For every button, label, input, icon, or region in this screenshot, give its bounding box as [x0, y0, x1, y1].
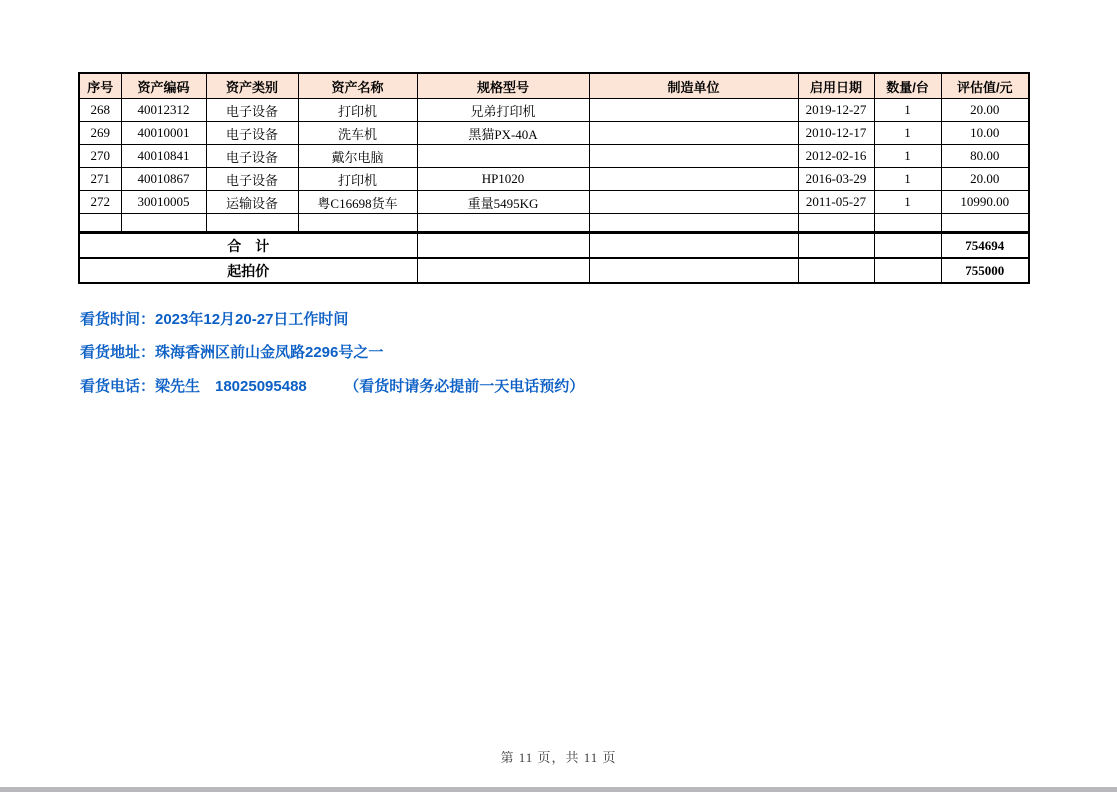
table-cell: [874, 233, 941, 259]
table-cell: 1: [874, 122, 941, 145]
table-row: [79, 168, 1029, 191]
table-cell: 兄弟打印机: [417, 99, 589, 122]
table-cell: [79, 214, 121, 233]
table-cell: 2011-05-27: [798, 191, 874, 214]
viewing-time-line: 看货时间：2023年12月20-27日工作时间: [80, 311, 349, 328]
table-cell: 打印机: [298, 99, 417, 122]
table-cell: 黑猫PX-40A: [417, 122, 589, 145]
table-cell: 2012-02-16: [798, 145, 874, 168]
table-cell: [589, 191, 798, 214]
table-cell: [206, 214, 298, 233]
table-cell: 2019-12-27: [798, 99, 874, 122]
table-row: [79, 122, 1029, 145]
table-cell: 粤C16698货车: [298, 191, 417, 214]
header-cell-asset-code: 资产编码: [121, 73, 206, 99]
page-bottom-edge: [0, 787, 1117, 792]
start-price-label: 起拍价: [79, 258, 417, 283]
table-cell: [798, 214, 874, 233]
page-number-footer: 第 11 页，共 11 页: [500, 750, 617, 765]
table-cell: 电子设备: [206, 168, 298, 191]
table-cell: 40010867: [121, 168, 206, 191]
table-cell: 电子设备: [206, 145, 298, 168]
table-cell: [298, 214, 417, 233]
table-cell: [589, 168, 798, 191]
header-cell-assessed-value: 评估值/元: [941, 73, 1029, 99]
start-price-value: 755000: [941, 258, 1029, 283]
table-cell: [417, 258, 589, 283]
table-cell: [589, 122, 798, 145]
header-cell-quantity: 数量/台: [874, 73, 941, 99]
viewing-address-line: 看货地址：珠海香洲区前山金凤路2296号之一: [80, 344, 384, 361]
table-cell: 10.00: [941, 122, 1029, 145]
table-cell: 20.00: [941, 99, 1029, 122]
table-cell: [798, 233, 874, 259]
table-cell: 268: [79, 99, 121, 122]
header-cell-asset-category: 资产类别: [206, 73, 298, 99]
table-cell: 80.00: [941, 145, 1029, 168]
total-value: 754694: [941, 233, 1029, 259]
table-row-empty: [79, 214, 1029, 233]
table-cell: 戴尔电脑: [298, 145, 417, 168]
table-cell: 269: [79, 122, 121, 145]
header-cell-spec-model: 规格型号: [417, 73, 589, 99]
start-price-row: [79, 258, 1029, 283]
table-cell: 30010005: [121, 191, 206, 214]
table-cell: 电子设备: [206, 99, 298, 122]
header-cell-manufacturer: 制造单位: [589, 73, 798, 99]
header-cell-index: 序号: [79, 73, 121, 99]
table-cell: [589, 233, 798, 259]
table-cell: [417, 214, 589, 233]
viewing-phone-line: 看货电话：梁先生 18025095488 （看货时请务必提前一天电话预约）: [80, 378, 585, 395]
header-cell-start-date: 启用日期: [798, 73, 874, 99]
table-cell: [589, 99, 798, 122]
table-cell: HP1020: [417, 168, 589, 191]
table-cell: [798, 258, 874, 283]
table-cell: 270: [79, 145, 121, 168]
table-cell: [417, 233, 589, 259]
table-cell: [874, 258, 941, 283]
table-cell: 10990.00: [941, 191, 1029, 214]
table-cell: [589, 258, 798, 283]
table-cell: 打印机: [298, 168, 417, 191]
table-cell: [874, 214, 941, 233]
table-cell: 40010001: [121, 122, 206, 145]
table-row: [79, 191, 1029, 214]
table-cell: 2016-03-29: [798, 168, 874, 191]
asset-table: [78, 72, 1030, 284]
table-cell: 重量5495KG: [417, 191, 589, 214]
table-cell: 1: [874, 145, 941, 168]
table-header-row: [79, 73, 1029, 99]
table-cell: 271: [79, 168, 121, 191]
table-cell: [121, 214, 206, 233]
table-cell: 1: [874, 168, 941, 191]
table-cell: 1: [874, 191, 941, 214]
table-cell: 洗车机: [298, 122, 417, 145]
table-cell: 运输设备: [206, 191, 298, 214]
table-cell: 1: [874, 99, 941, 122]
table-cell: 40012312: [121, 99, 206, 122]
total-row: [79, 233, 1029, 259]
table-cell: [589, 145, 798, 168]
total-label: 合 计: [79, 233, 417, 259]
table-cell: 2010-12-17: [798, 122, 874, 145]
table-row: [79, 99, 1029, 122]
table-row: [79, 145, 1029, 168]
table-cell: 272: [79, 191, 121, 214]
table-cell: [417, 145, 589, 168]
table-cell: 20.00: [941, 168, 1029, 191]
table-cell: [589, 214, 798, 233]
table-cell: 电子设备: [206, 122, 298, 145]
table-cell: [941, 214, 1029, 233]
table-cell: 40010841: [121, 145, 206, 168]
header-cell-asset-name: 资产名称: [298, 73, 417, 99]
